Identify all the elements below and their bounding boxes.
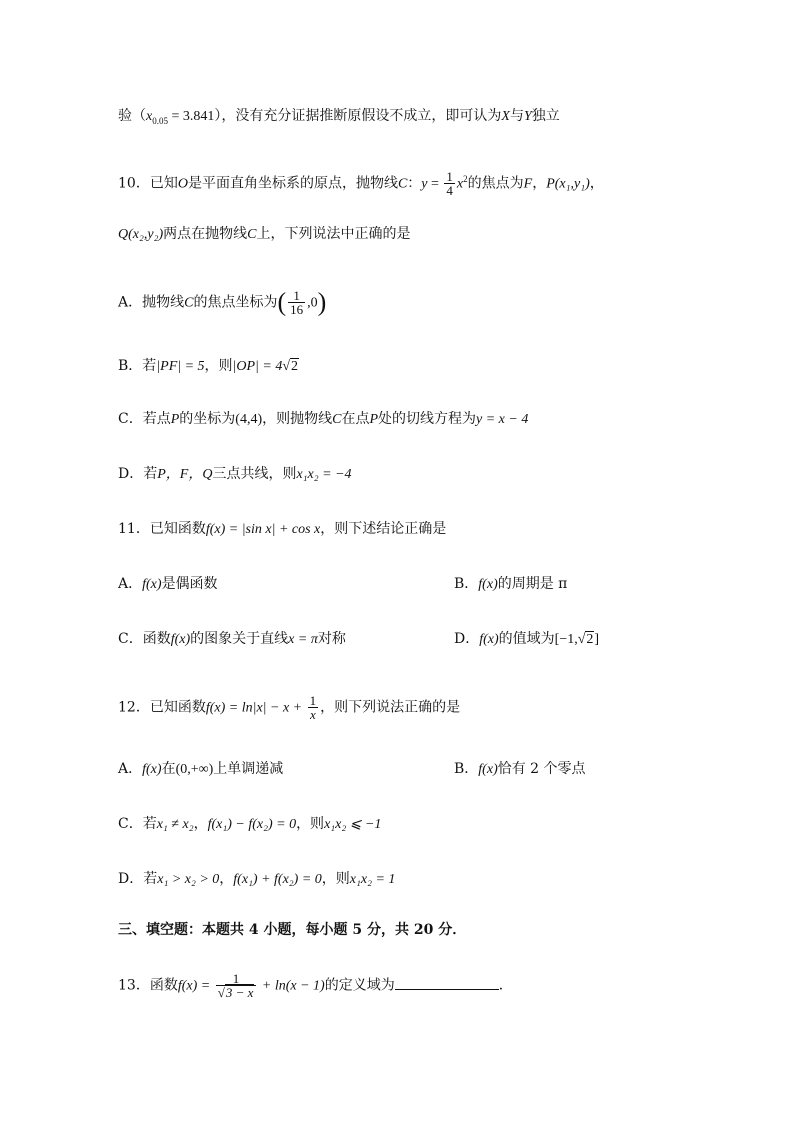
math: f(x₁) + f(x₂) = 0 [233, 872, 322, 887]
text: ， [219, 871, 234, 887]
text: 的周期是 π [497, 576, 568, 592]
text: 10．已知 [118, 175, 178, 192]
question-11-option-b [454, 574, 567, 595]
question-12-option-d [118, 869, 395, 890]
question-10-option-a [118, 289, 326, 316]
question-10-option-b [118, 356, 299, 377]
math: C [332, 412, 342, 427]
numerator: 1 [293, 288, 300, 303]
question-12-option-b [454, 759, 586, 780]
text: 12．已知函数 [118, 699, 206, 716]
math: P [170, 412, 180, 427]
math: (4,4) [235, 412, 263, 427]
text: ， [193, 816, 208, 832]
fraction [288, 289, 305, 316]
math: ,0 [307, 295, 318, 311]
text: B． [454, 576, 479, 592]
denominator: 16 [290, 302, 304, 317]
text: 在 [161, 761, 176, 777]
math: 2 [291, 359, 299, 374]
text: 对称 [317, 631, 346, 647]
continued-line [118, 106, 560, 127]
text: A． [118, 576, 143, 592]
math: (0,+∞) [175, 762, 214, 777]
math: Y [523, 109, 532, 124]
text: ． [498, 977, 513, 994]
text: B． [454, 761, 479, 777]
answer-blank[interactable] [395, 975, 499, 990]
math: P [369, 412, 379, 427]
numerator: 1 [446, 169, 453, 184]
math: O [177, 176, 188, 192]
math: x₁x₂ ⩽ −1 [324, 817, 382, 832]
question-10-option-d [118, 464, 352, 485]
text: 的图象关于直线 [190, 631, 289, 647]
numerator: 1 [232, 971, 240, 986]
math: x = π [288, 632, 318, 647]
text: 恰有 2 个零点 [497, 761, 586, 777]
text: 的焦点坐标为 [193, 294, 278, 311]
math: f(x) = |sin x| + cos x [205, 522, 321, 537]
text: D．若 [118, 871, 158, 887]
math: C [184, 295, 194, 311]
math: |OP| = 4 [232, 359, 283, 374]
math: Q [118, 227, 129, 242]
math: 2 [463, 173, 468, 184]
text: 是平面直角坐标系的原点，抛物线 [187, 175, 398, 192]
math: x [456, 176, 464, 192]
text: 上单调递减 [213, 761, 284, 777]
text: 三点共线，则 [212, 466, 297, 482]
paren-right: ) [317, 287, 327, 317]
math: ] [594, 632, 600, 647]
text: ，则下述结论正确是 [320, 521, 447, 537]
text: C．若点 [118, 411, 171, 427]
math: = 3.841 [167, 109, 215, 124]
math: + ln(x − 1) [258, 978, 325, 994]
text: D． [454, 631, 480, 647]
text: ），没有充分证据推断原假设不成立，即可认为 [214, 108, 502, 124]
numerator: 1 [309, 693, 317, 708]
question-12-option-a [118, 759, 283, 780]
math: X [501, 109, 510, 124]
text: ，则抛物线 [262, 411, 333, 427]
text: 处的切线方程为 [378, 411, 477, 427]
math: 2 [586, 632, 594, 647]
fraction [308, 694, 319, 721]
text: C．函数 [118, 631, 171, 647]
text: 的定义域为 [324, 977, 395, 994]
text: A． [118, 761, 143, 777]
denominator: x [308, 707, 319, 721]
question-12-option-c [118, 814, 381, 835]
question-11-option-c [118, 629, 346, 650]
text: 独立 [531, 108, 560, 124]
question-12-stem [118, 694, 460, 721]
math: [−1, [554, 632, 578, 647]
text: ： [407, 175, 422, 192]
question-13-stem [118, 972, 513, 999]
question-11-option-a [118, 574, 218, 595]
question-11-stem [118, 519, 446, 540]
math: f(x) [479, 632, 499, 647]
text: 两点在抛物线 [163, 226, 248, 242]
math: P [546, 176, 555, 192]
text: 在点 [341, 411, 370, 427]
fraction [444, 170, 455, 197]
text: 验（ [118, 108, 146, 124]
math: f(x) [170, 632, 191, 647]
math: f(x) = [177, 978, 214, 994]
text: ，则 [296, 816, 325, 832]
math: 0.05 [152, 115, 168, 126]
question-11-option-d [454, 629, 599, 650]
math: y [421, 176, 428, 192]
text: 13．函数 [118, 977, 178, 994]
math: F [523, 176, 533, 192]
sqrt-sign: √ [282, 359, 291, 374]
sqrt-sign: √ [577, 632, 586, 647]
text: ，则 [204, 358, 233, 374]
text: 的焦点为 [467, 175, 524, 192]
text: ，则下列说法正确的是 [320, 699, 461, 716]
math: 3 − x [225, 985, 254, 1000]
text: C．若 [118, 816, 157, 832]
math: f(x₁) − f(x₂) = 0 [207, 817, 297, 832]
denominator: 4 [446, 183, 453, 198]
math: x₁x₂ = 1 [349, 872, 396, 887]
math: P，F，Q [157, 467, 213, 482]
text: ，则 [321, 871, 350, 887]
math: x₁ > x₂ > 0 [157, 872, 220, 887]
math: x [146, 109, 153, 124]
math: x₁x₂ = −4 [296, 467, 352, 482]
math: f(x) [478, 577, 498, 592]
paren-left: ( [277, 287, 287, 317]
text: 的坐标为 [179, 411, 236, 427]
math: f(x) [142, 577, 162, 592]
text: 的值域为 [498, 631, 555, 647]
text: A．抛物线 [118, 294, 185, 311]
text: B．若 [118, 358, 157, 374]
denominator: √3 − x [216, 985, 257, 999]
question-10-option-c [118, 409, 528, 430]
math: f(x) [142, 762, 162, 777]
question-10-stem-2 [118, 224, 410, 245]
text: ， [589, 175, 604, 192]
math: (x₂,y₂) [128, 227, 164, 242]
math: f(x) [478, 762, 498, 777]
math: (x₁,y₁) [554, 176, 590, 192]
text: D．若 [118, 466, 158, 482]
question-10-stem [118, 170, 604, 197]
text: ， [532, 175, 547, 192]
math: f(x) = ln|x| − x + [205, 700, 306, 716]
text: 与 [509, 108, 524, 124]
text: 上，下列说法中正确的是 [256, 226, 411, 242]
math: x₁ ≠ x₂ [156, 817, 194, 832]
math: y = x − 4 [476, 412, 529, 427]
math: = [427, 176, 443, 192]
math: |PF| = 5 [156, 359, 205, 374]
text: 11．已知函数 [118, 521, 206, 537]
text: 是偶函数 [161, 576, 218, 592]
math: C [247, 227, 257, 242]
fraction [216, 972, 257, 999]
section-heading: 三、填空题：本题共 4 小题，每小题 5 分，共 20 分． [118, 922, 467, 938]
math: C [397, 176, 408, 192]
